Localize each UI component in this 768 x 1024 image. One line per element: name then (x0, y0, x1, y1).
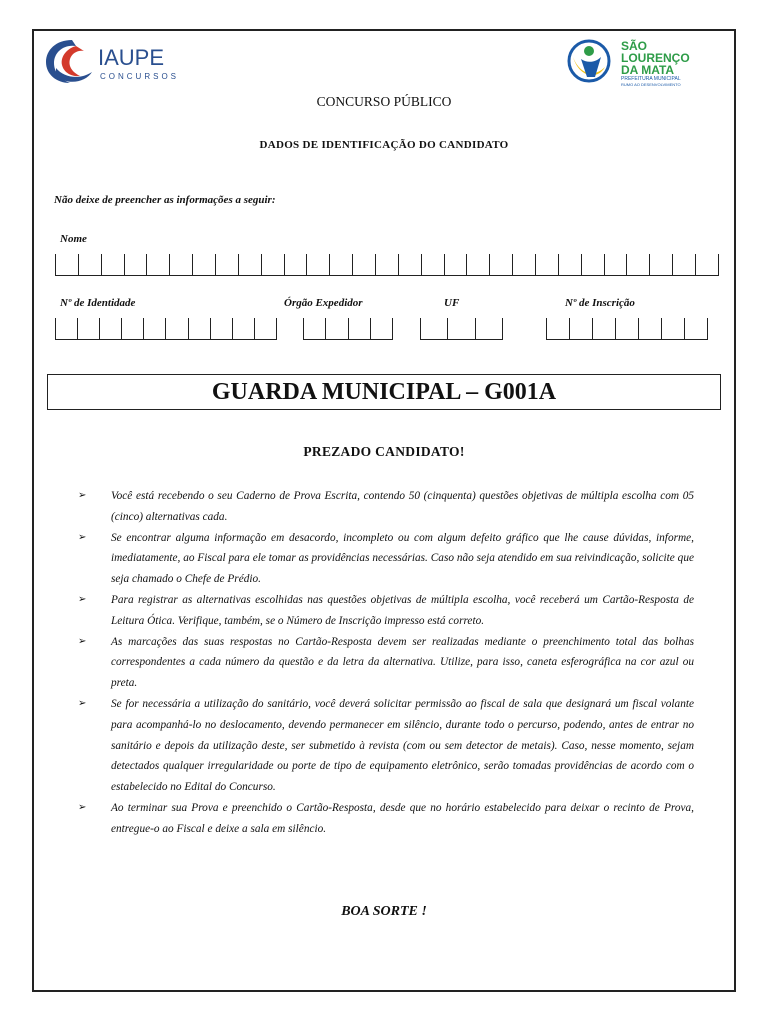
char-box[interactable] (649, 254, 672, 276)
arrow-right-icon: ➢ (78, 593, 87, 605)
char-box[interactable] (475, 318, 503, 340)
char-box[interactable] (77, 318, 99, 340)
char-box[interactable] (638, 318, 661, 340)
uf-input[interactable] (420, 318, 503, 340)
char-box[interactable] (55, 318, 77, 340)
list-item (78, 798, 694, 840)
svg-text:LOURENÇO: LOURENÇO (621, 51, 690, 65)
identification-heading: DADOS DE IDENTIFICAÇÃO DO CANDIDATO (259, 139, 509, 151)
uf-label: UF (444, 297, 460, 309)
char-box[interactable] (447, 318, 474, 340)
svg-text:SÃO: SÃO (621, 39, 648, 53)
char-box[interactable] (626, 254, 649, 276)
char-box[interactable] (348, 318, 370, 340)
boa-sorte: BOA SORTE ! (341, 904, 427, 919)
identidade-input[interactable] (55, 318, 277, 340)
orgao-label: Órgão Expedidor (284, 297, 363, 309)
char-box[interactable] (329, 254, 352, 276)
char-box[interactable] (124, 254, 147, 276)
list-item (78, 590, 694, 632)
char-box[interactable] (512, 254, 535, 276)
char-box[interactable] (604, 254, 627, 276)
svg-text:CONCURSOS: CONCURSOS (100, 72, 180, 81)
arrow-right-icon: ➢ (78, 635, 87, 647)
char-box[interactable] (99, 318, 121, 340)
list-item (78, 486, 694, 528)
identidade-label: Nº de Identidade (60, 297, 136, 309)
char-box[interactable] (254, 318, 277, 340)
char-box[interactable] (143, 318, 165, 340)
char-box[interactable] (592, 318, 615, 340)
char-box[interactable] (569, 318, 592, 340)
arrow-right-icon: ➢ (78, 531, 87, 543)
char-box[interactable] (375, 254, 398, 276)
char-box[interactable] (121, 318, 143, 340)
char-box[interactable] (444, 254, 467, 276)
svg-text:DA MATA: DA MATA (621, 63, 675, 77)
arrow-right-icon: ➢ (78, 697, 87, 709)
char-box[interactable] (306, 254, 329, 276)
char-box[interactable] (398, 254, 421, 276)
svg-text:RUMO AO DESENVOLVIMENTO: RUMO AO DESENVOLVIMENTO (621, 82, 681, 87)
svg-text:PREFEITURA MUNICIPAL: PREFEITURA MUNICIPAL (621, 76, 681, 82)
nome-label: Nome (60, 233, 87, 245)
char-box[interactable] (672, 254, 695, 276)
char-box[interactable] (210, 318, 232, 340)
char-box[interactable] (558, 254, 581, 276)
char-box[interactable] (370, 318, 393, 340)
form-instruction: Não deixe de preencher as informações a seguir: (54, 194, 276, 206)
char-box[interactable] (420, 318, 447, 340)
char-box[interactable] (101, 254, 124, 276)
char-box[interactable] (169, 254, 192, 276)
list-item (78, 632, 694, 694)
char-box[interactable] (581, 254, 604, 276)
list-item (78, 528, 694, 590)
list-item-text: Você está recebendo o seu Caderno de Prova Escrita, contendo 50 (cinquenta) questões objetivas de múltipla escolha com 05 (cinco) alternativas cada. (111, 490, 694, 523)
orgao-input[interactable] (303, 318, 393, 340)
arrow-right-icon: ➢ (78, 490, 87, 501)
char-box[interactable] (215, 254, 238, 276)
inscricao-input[interactable] (546, 318, 708, 340)
iaupe-logo (42, 34, 192, 88)
concurso-heading: CONCURSO PÚBLICO (316, 94, 452, 109)
char-box[interactable] (466, 254, 489, 276)
inscricao-label: Nº de Inscrição (565, 297, 635, 309)
char-box[interactable] (303, 318, 325, 340)
char-box[interactable] (284, 254, 307, 276)
prezado-heading: PREZADO CANDIDATO! (303, 444, 465, 459)
char-box[interactable] (535, 254, 558, 276)
list-item-text: As marcações das suas respostas no Cartão-Resposta devem ser realizadas mediante o preenchimento total das bolhas correspondentes a cada número da questão e da letra da alternativa. Utilize, para isso, caneta esferográfica na cor azul ou preta. (111, 635, 694, 690)
char-box[interactable] (232, 318, 254, 340)
char-box[interactable] (146, 254, 169, 276)
nome-input[interactable] (55, 254, 719, 276)
char-box[interactable] (55, 254, 78, 276)
instructions-list (78, 486, 694, 840)
char-box[interactable] (661, 318, 684, 340)
char-box[interactable] (684, 318, 708, 340)
sao-lourenco-da-mata-logo (565, 37, 715, 89)
prefeitura-emblem-icon (569, 41, 609, 81)
char-box[interactable] (192, 254, 215, 276)
char-box[interactable] (165, 318, 187, 340)
char-box[interactable] (695, 254, 719, 276)
char-box[interactable] (238, 254, 261, 276)
char-box[interactable] (615, 318, 638, 340)
char-box[interactable] (325, 318, 347, 340)
list-item-text: Para registrar as alternativas escolhidas nas questões objetivas de múltipla escolha, você receberá um Cartão-Resposta de Leitura Ótica. Verifique, também, se o Número de Inscrição impresso está correto. (111, 593, 694, 627)
list-item-text: Se for necessária a utilização do sanitário, você deverá solicitar permissão ao fiscal de sala que designará um fiscal volante para acompanhá-lo no deslocamento, devendo permanecer em silêncio, durante todo o percurso, podendo, antes de entrar no sanitário e depois da utilização deste, ser submetido à revista (com ou sem detector de metais). Caso, nesse momento, sejam detectados qualquer irregularidade ou porte de tipo de equipamento eletrônico, serão tomadas providências de acordo com o estabelecido no Edital do Concurso. (111, 697, 694, 794)
list-item-text: Ao terminar sua Prova e preenchido o Cartão-Resposta, desde que no horário estabelecido para deixar o recinto de Prova, entregue-o ao Fiscal e deixe a sala em silêncio. (111, 801, 694, 835)
arrow-right-icon: ➢ (78, 801, 87, 813)
char-box[interactable] (188, 318, 210, 340)
char-box[interactable] (352, 254, 375, 276)
char-box[interactable] (78, 254, 101, 276)
list-item-text: Se encontrar alguma informação em desacordo, incompleto ou com algum defeito gráfico que lhe cause dúvidas, informe, imediatamente, ao Fiscal para ele tomar as providências necessárias. Caso não seja atendido em sua reivindicação, solicite que seja chamado o Chefe de Prédio. (111, 531, 694, 586)
char-box[interactable] (421, 254, 444, 276)
char-box[interactable] (261, 254, 284, 276)
exam-title: GUARDA MUNICIPAL – G001A (47, 374, 721, 410)
char-box[interactable] (546, 318, 569, 340)
iaupe-swirl-icon (46, 40, 92, 83)
char-box[interactable] (489, 254, 512, 276)
svg-text:IAUPE: IAUPE (98, 45, 165, 70)
list-item (78, 694, 694, 798)
